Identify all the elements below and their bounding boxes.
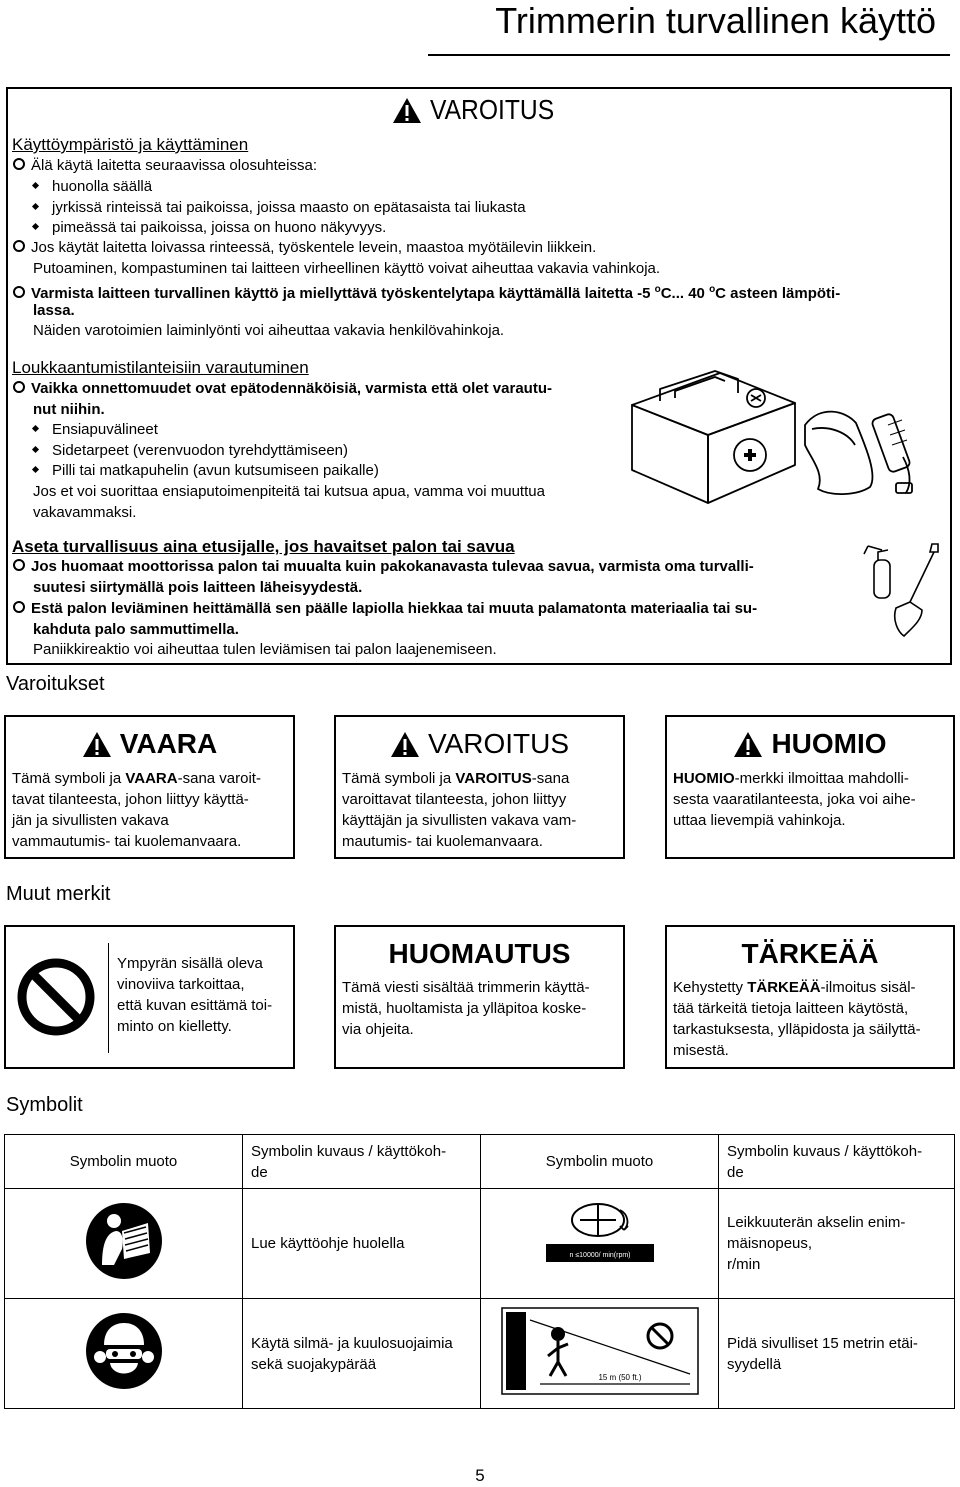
list-item: Sidetarpeet (verenvuodon tyrehdyttämiseen) [30,441,348,461]
section-heading-fire: Aseta turvallisuus aina etusijalle, jos havaitset palon tai savua [12,537,515,556]
list-item: Pilli tai matkapuhelin (avun kutsumiseen paikalle) [30,461,379,481]
description-cell: Leikkuuterän akselin enim- mäisnopeus, r/min [719,1189,955,1299]
circle-bullet-icon [13,381,25,393]
list-item: jyrkissä rinteissä tai paikoissa, joissa maasto on epätasaista tai liukasta [30,198,526,218]
prohibition-text: Ympyrän sisällä oleva vinoviiva tarkoittaa, että kuvan esittämä toi- minto on kielletty. [117,955,273,1035]
diamond-bullet-icon [32,466,39,473]
list-item: Vaikka onnettomuudet ovat epätodennäköisiä, varmista että olet varautu- [12,379,552,399]
vaara-title: VAARA [4,728,295,760]
list-item: Jos huomaat moottorissa palon tai muualta kuin pakokanavasta tulevaa savua, varmista oma turvalli- [12,557,754,577]
max-speed-icon [540,1196,660,1286]
diamond-bullet-icon [32,425,39,432]
warning-triangle-icon [733,731,763,758]
list-item: Jos käytät laitetta loivassa rinteessä, työskentele levein, maastoa myötäilevin liikkein. [12,238,596,258]
symbol-cell [5,1299,243,1409]
section-heading-muut-merkit: Muut merkit [6,883,111,905]
first-aid-kit-icon [620,365,920,515]
keep-distance-icon [500,1304,700,1398]
list-item: huonolla säällä [30,177,152,197]
circle-bullet-icon [13,286,25,298]
page-number: 5 [475,1466,485,1485]
table-row [5,1189,955,1299]
page-header-title: Trimmerin turvallinen käyttö [495,0,936,41]
vaara-text: Tämä symboli ja VAARA-sana varoit- tavat tilanteesta, johon liittyy käyttä- jän ja sivullisten vakava vammautumis- tai kuolemanvaara. [12,770,261,850]
extinguisher-shovel-icon [860,540,945,640]
note-text: Näiden varotoimien laiminlyönti voi aiheuttaa vakavia henkilövahinkoja. [33,322,505,339]
note-text: Jos et voi suorittaa ensiaputoimenpiteitä tai kutsua apua, vamma voi muuttua [33,483,545,500]
protective-gear-icon [84,1311,164,1391]
diamond-bullet-icon [32,446,39,453]
warning-signal-word: VAROITUS [430,94,555,125]
divider [108,943,109,1053]
warning-triangle-icon [390,731,420,758]
list-item-continuation: lassa. [33,302,75,319]
description-cell: Käytä silmä- ja kuulosuojaimia sekä suojakypärää [243,1299,481,1409]
list-item-continuation: kahduta palo sammuttimella. [33,621,239,638]
section-heading-varoitukset: Varoitukset [6,673,105,695]
note-text: Paniikkireaktio voi aiheuttaa tulen leviämisen tai palon laajenemiseen. [33,641,497,658]
distance-label: 15 m (50 ft.) [597,1372,642,1382]
warning-triangle-icon [392,97,422,124]
header-cell: Symbolin muoto [481,1135,719,1189]
list-item: pimeässä tai paikoissa, joissa on huono näkyvyys. [30,218,386,238]
circle-bullet-icon [13,158,25,170]
list-item: Ensiapuvälineet [30,420,158,440]
list-item-continuation: suutesi siirtymällä pois laitteen läheisyydestä. [33,579,363,596]
description-cell: Pidä sivulliset 15 metrin etäi- syydellä [719,1299,955,1409]
section-heading-symbolit: Symbolit [6,1094,83,1116]
warning-signal [392,94,571,126]
symbols-table [4,1134,955,1409]
huomautus-title: HUOMAUTUS [388,938,571,969]
section-heading-environment: Käyttöympäristö ja käyttäminen [12,135,249,154]
header-cell: Symbolin muoto [5,1135,243,1189]
varoitus-text: Tämä symboli ja VAROITUS-sana varoittavat tilanteesta, johon liittyy käyttäjän ja sivullisten vakava vam- mautumis- tai kuolemanvaara. [342,770,577,850]
tarkeaa-title: TÄRKEÄÄ [741,938,879,969]
list-item: Varmista laitteen turvallinen käyttö ja miellyttävä työskentelytapa käyttämällä laitetta -5 $^o$C... 40 $^o$C asteen lämpöti- [12,280,840,304]
circle-bullet-icon [13,601,25,613]
diamond-bullet-icon [32,203,39,210]
table-header-row [5,1135,955,1189]
huomio-text: HUOMIO-merkki ilmoittaa mahdolli- sesta vaaratilanteesta, joka voi aihe- uttaa lievempiä vahinkoja. [673,770,916,829]
section-heading-injury: Loukkaantumistilanteisiin varautuminen [12,358,309,377]
header-rule [428,54,950,56]
description-cell: Lue käyttöohje huolella [243,1189,481,1299]
note-text: vakavammaksi. [33,504,137,521]
huomautus-text: Tämä viesti sisältää trimmerin käyttä- mistä, huoltamista ja ylläpitoa koske- via ohjeita. [342,979,590,1038]
symbol-cell [481,1189,719,1299]
symbol-cell [481,1299,719,1409]
diamond-bullet-icon [32,182,39,189]
prohibition-icon [16,957,96,1037]
list-item-continuation: nut niihin. [33,401,105,418]
header-cell: Symbolin kuvaus / käyttökoh- de [719,1135,955,1189]
table-row [5,1299,955,1409]
tarkeaa-text: Kehystetty TÄRKEÄÄ-ilmoitus sisäl- tää tärkeitä tietoja laitteen käytöstä, tarkastuksesta, ylläpidosta ja säilyttä- misestä. [673,979,921,1059]
read-manual-icon [84,1201,164,1281]
varoitus-title: VAROITUS [334,728,625,760]
circle-bullet-icon [13,559,25,571]
speed-label: n ≤10000/ min(rpm) [568,1251,631,1259]
warning-triangle-icon [82,731,112,758]
header-cell: Symbolin kuvaus / käyttökoh- de [243,1135,481,1189]
list-item: Älä käytä laitetta seuraavissa olosuhteissa: [12,156,317,176]
symbol-cell [5,1189,243,1299]
diamond-bullet-icon [32,223,39,230]
list-item: Estä palon leviäminen heittämällä sen päälle lapiolla hiekkaa tai muuta palamatonta materiaalia tai su- [12,599,757,619]
note-text: Putoaminen, kompastuminen tai laitteen virheellinen käyttö voivat aiheuttaa vakavia vahinkoja. [33,260,661,277]
circle-bullet-icon [13,240,25,252]
huomio-title: HUOMIO [665,728,955,760]
